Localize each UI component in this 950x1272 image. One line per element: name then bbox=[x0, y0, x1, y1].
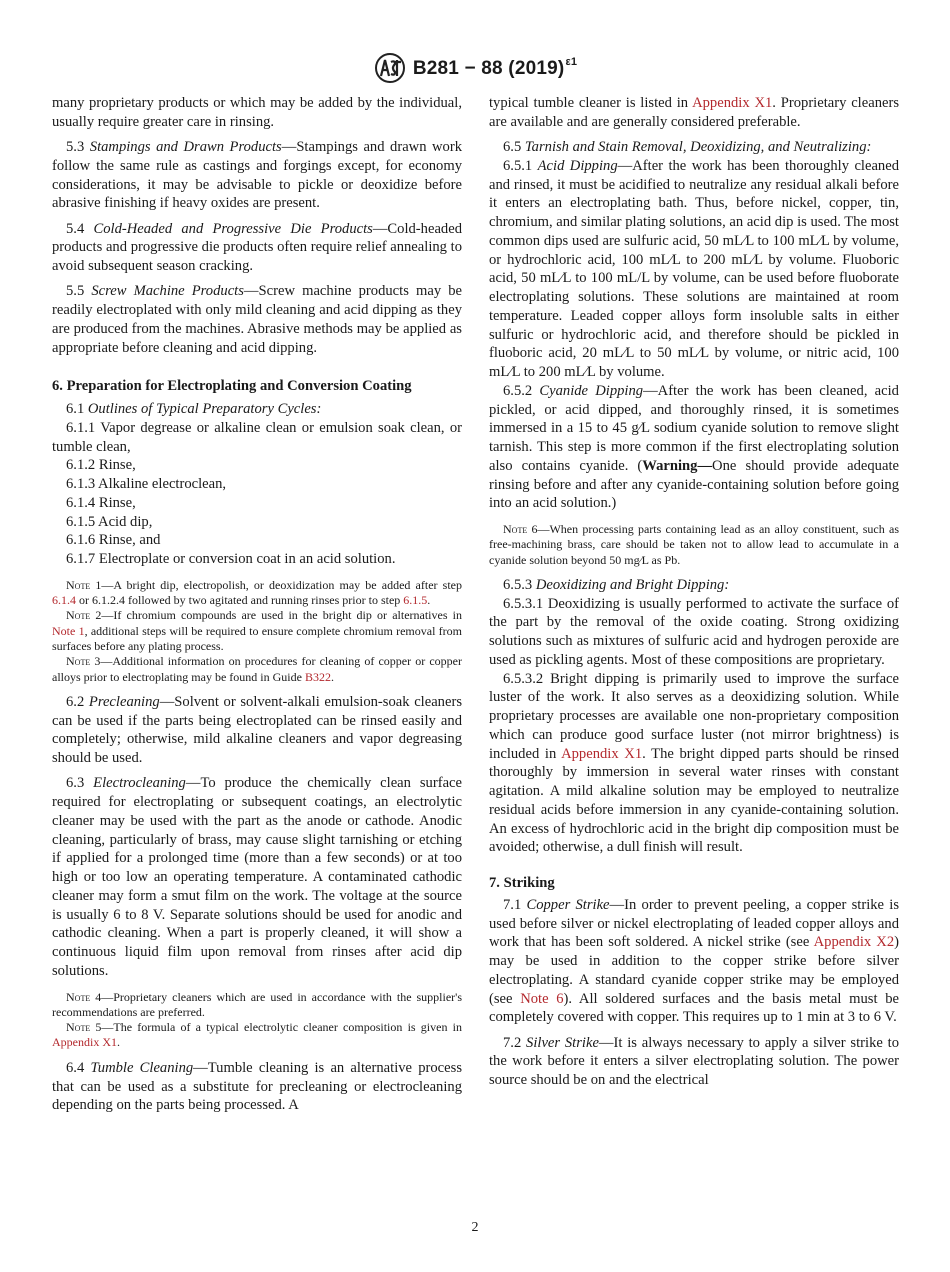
note-label: Note bbox=[66, 1020, 91, 1035]
note-paragraph bbox=[52, 654, 462, 685]
note-paragraph bbox=[52, 578, 462, 609]
text-run: 6. Preparation for Electroplating and Conversion Coating bbox=[52, 378, 412, 395]
note-paragraph bbox=[52, 693, 462, 768]
text-run: 2—If chromium compounds are used in the bright dip or alternatives in bbox=[90, 608, 462, 623]
paragraph bbox=[52, 456, 462, 475]
note-paragraph bbox=[52, 1059, 462, 1115]
text-run: 6.1 bbox=[66, 401, 88, 417]
text-run: . bbox=[117, 1035, 120, 1050]
text-run: 6.1.7 Electroplate or conversion coat in an acid solution. bbox=[66, 551, 396, 567]
text-run: , additional steps will be required to ensure complete chromium removal from surfaces before any plating process. bbox=[52, 623, 463, 653]
text-run: —Stampings and drawn work follow the same rule as castings and forgings except, for economy considerations, it may be advisable to pickle or deoxidize before abrasive finishing if heavy oxides are present. bbox=[52, 139, 463, 212]
text-run: —Screw machine products may be readily electroplated with only mild cleaning and acid dipping as they are produced from the machines. Abrasive methods may be applied as appropriate before cleaning and acid dipping. bbox=[52, 283, 463, 356]
text-run: —Solvent or solvent-alkali emulsion-soak cleaners can be used if the parts being electroplated can be rinsed easily and completely; otherwise, mild alkaline cleaners and vapor degreasing should be used. bbox=[52, 693, 463, 767]
text-run: ) may be used in addition to the copper strike before silver electroplating. A standard cyanide copper strike may be employed (see bbox=[489, 934, 899, 1007]
text-run: 6.1.4 Rinse, bbox=[66, 494, 136, 511]
cross-reference-link[interactable]: Note 6 bbox=[520, 990, 564, 1007]
paragraph bbox=[52, 419, 462, 457]
text-run: many proprietary products or which may be added by the individual, usually require greater care in rinsing. bbox=[52, 95, 462, 130]
section-heading bbox=[489, 874, 899, 893]
left-column bbox=[52, 94, 462, 1115]
text-run: Cold-Headed and Progressive Die Products bbox=[93, 220, 373, 237]
cross-reference-link[interactable]: Note 1 bbox=[52, 623, 85, 638]
text-run: 6.1.2 Rinse, bbox=[66, 457, 136, 474]
text-run: 6—When processing parts containing lead as an alloy constituent, such as free-machining brass, care should be taken not to allow lead to accumulate in a cyanide solution beyond 50 mg⁄L as Pb. bbox=[489, 522, 899, 567]
text-run: Precleaning bbox=[88, 693, 160, 710]
note-label: Note bbox=[503, 522, 528, 536]
text-run: —Cold-headed products and progressive die products often require relief annealing to avoid subsequent season cracking. bbox=[52, 220, 462, 274]
paragraph bbox=[52, 220, 462, 276]
text-run: . bbox=[330, 669, 334, 684]
page-header bbox=[0, 52, 950, 86]
text-run: 4—Proprietary cleaners which are used in accordance with the supplier's recommendations are preferred. bbox=[52, 989, 462, 1019]
text-run: Copper Strike bbox=[526, 896, 610, 913]
cross-reference-link[interactable]: 6.1.4 bbox=[52, 593, 76, 608]
cross-reference-link[interactable]: B322 bbox=[304, 669, 331, 684]
designation-superscript: ε1 bbox=[565, 56, 578, 68]
astm-logo-icon bbox=[373, 52, 407, 84]
cross-reference-link[interactable]: Appendix X1 bbox=[692, 95, 773, 111]
text-run: 6.5.1 bbox=[503, 157, 538, 174]
paragraph bbox=[489, 1034, 899, 1090]
paragraph bbox=[52, 475, 462, 494]
text-run: 6.1.6 Rinse, and bbox=[66, 532, 161, 549]
text-run: Tumble Cleaning bbox=[90, 1059, 194, 1076]
text-run: Cyanide Dipping bbox=[539, 382, 644, 399]
text-run: 6.4 bbox=[66, 1059, 91, 1076]
section-heading bbox=[52, 377, 462, 396]
paragraph bbox=[489, 138, 899, 157]
text-run: 6.2 bbox=[66, 693, 89, 710]
note-label: Note bbox=[66, 989, 91, 1004]
text-run: —To produce the chemically clean surface required for electroplating or subsequent coatings, an electrolytic cleaner may be used with the part as the anode or cathode. Anodic cleaning, particularly of brass, may cause slight tarnishing or etching if applied for a prolonged time (more than a few seconds) or at too high or too low an operating temperature. A contaminated cathodic cleaner may form a smut film on the work. The voltage at the source is usually 6 to 8 V. Separate solutions should be used for anodic and cathodic cleaning. When a part is properly cleaned, it will show a continuous liquid film upon removal from rinses after acid dip solutions. bbox=[52, 775, 463, 979]
text-run: . The bright dipped parts should be rinsed thoroughly by immersion in several water rinses with constant agitation. A mild alkaline solution may be employed to neutralize residual acids before immersion in any cyanide-containing solution. An excess of hydrochloric acid in the bright dip composition must be avoided; otherwise, a dull finish will result. bbox=[489, 745, 900, 856]
text-run: 6.5.3.1 Deoxidizing is usually performed to activate the surface of the part by the removal of the oxide coating. Strong oxidizing solutions such as mixtures of sulfuric acid and hydrogen peroxide are used as pickling agents. Most of these compositions are proprietary. bbox=[489, 595, 899, 668]
text-run: 6.5.3 bbox=[503, 576, 536, 593]
text-run: 5—The formula of a typical electrolytic cleaner composition is given in bbox=[90, 1020, 462, 1035]
paragraph bbox=[489, 94, 899, 132]
note-label: Note bbox=[66, 654, 91, 669]
text-run: . bbox=[427, 593, 431, 608]
text-run: 5.3 bbox=[66, 139, 90, 155]
document-designation bbox=[413, 56, 577, 80]
text-run: Electrocleaning bbox=[93, 775, 186, 792]
text-run: —It is always necessary to apply a silver strike to the work before it enters a silver electroplating solution. The power source should be on and the electrical bbox=[489, 1034, 899, 1089]
cross-reference-link[interactable]: Appendix X1 bbox=[561, 745, 643, 762]
note-paragraph bbox=[52, 1020, 462, 1051]
note-paragraph bbox=[52, 608, 462, 654]
text-run: 6.5.2 bbox=[503, 382, 540, 399]
note-label: Note bbox=[66, 577, 91, 592]
paragraph bbox=[52, 531, 462, 550]
right-column bbox=[489, 94, 899, 1090]
text-run: Outlines of Typical Preparatory Cycles: bbox=[87, 401, 322, 417]
text-run: —Tumble cleaning is an alternative process that can be used as a substitute for precleaning or electrocleaning depending on the parts being processed. A bbox=[52, 1059, 462, 1114]
text-run: Screw Machine Products bbox=[91, 283, 244, 300]
text-run: Deoxidizing and Bright Dipping: bbox=[535, 576, 730, 593]
text-run: Silver Strike bbox=[526, 1034, 599, 1051]
designation-text: B281 − 88 (2019) bbox=[412, 58, 565, 79]
note-paragraph bbox=[489, 576, 899, 595]
paragraph bbox=[52, 138, 462, 213]
text-run: 5.5 bbox=[66, 283, 92, 300]
paragraph bbox=[489, 595, 899, 670]
text-run: 3—Additional information on procedures for cleaning of copper or copper alloys prior to electroplating may be found in Guide bbox=[52, 654, 462, 684]
paragraph bbox=[52, 550, 462, 569]
text-run: 1—A bright dip, electropolish, or deoxidization may be added after step bbox=[90, 577, 462, 592]
text-run: 7.1 bbox=[503, 896, 527, 913]
paragraph bbox=[52, 513, 462, 532]
note-paragraph bbox=[52, 990, 462, 1021]
text-run: Stampings and Drawn Products bbox=[89, 139, 282, 155]
paragraph bbox=[52, 400, 462, 419]
text-run: 7. Striking bbox=[489, 875, 555, 892]
text-run: 7.2 bbox=[503, 1034, 527, 1051]
text-run: —In order to prevent peeling, a copper strike is used before silver or nickel electroplating of leaded copper alloys and work that has been soft soldered. A nickel strike (see bbox=[489, 896, 899, 951]
paragraph bbox=[489, 896, 899, 1027]
text-run: 5.4 bbox=[66, 220, 94, 237]
text-run: or 6.1.2.4 followed by two agitated and running rinses prior to step bbox=[76, 593, 404, 608]
text-run: 6.1.3 Alkaline electroclean, bbox=[66, 476, 227, 492]
text-run: . Proprietary cleaners are available and are generally considered preferable. bbox=[489, 95, 900, 130]
text-run: 6.3 bbox=[66, 775, 94, 792]
paragraph bbox=[52, 494, 462, 513]
text-run: 6.1.5 Acid dip, bbox=[66, 513, 153, 530]
cross-reference-link[interactable]: 6.1.5 bbox=[403, 593, 428, 608]
text-run: —After the work has been cleaned, acid pickled, or acid dipped, and thoroughly rinsed, it is sometimes immersed in a 15 to 45 g⁄L sodium cyanide solution to remove slight tarnish. This step is more common if the first electroplating solution also contains cyanide. ( bbox=[489, 382, 899, 474]
paragraph bbox=[489, 382, 899, 513]
cross-reference-link[interactable]: Appendix X1 bbox=[52, 1035, 117, 1050]
paragraph bbox=[52, 774, 462, 980]
text-run: Tarnish and Stain Removal, Deoxidizing, and Neutralizing: bbox=[524, 139, 872, 155]
text-run: 6.1.1 Vapor degrease or alkaline clean or emulsion soak clean, or tumble clean, bbox=[52, 419, 462, 455]
text-run: 6.5 bbox=[503, 139, 525, 155]
text-run: One should provide adequate rinsing before and after any cyanide-containing solution before going into an acid solution.) bbox=[489, 457, 899, 512]
text-run: Acid Dipping bbox=[537, 157, 618, 174]
cross-reference-link[interactable]: Appendix X2 bbox=[813, 934, 895, 951]
text-run: ). All soldered surfaces and the basis metal must be completely covered with copper. This requires up to 1 min at 3 to 6 V. bbox=[489, 990, 899, 1026]
paragraph bbox=[489, 157, 899, 382]
paragraph bbox=[52, 282, 462, 357]
page-number: 2 bbox=[471, 1220, 479, 1235]
text-run: typical tumble cleaner is listed in bbox=[489, 95, 693, 111]
text-run: Warning— bbox=[642, 457, 713, 474]
text-run: —After the work has been thoroughly cleaned and rinsed, it must be acidified to neutralize any residual alkali before it enters an electroplating bath. Thus, before nickel, copper, tin, chromium, and similar plating solutions, an acid dip is used. The most common dips used are sulfuric acid, 50 mL⁄L to 100 mL⁄L by volume, or hydrochloric acid, 100 mL⁄L to 200 mL⁄L by volume. Fluoboric acid, 50 mL⁄L to 100 mL/L by volume, can be used before fluoborate electroplating solutions. These solutions are maintained at room temperature. Leaded copper alloys form insoluble salts in either sulfuric or hydrochloric acid, and therefore should be pickled in fluoboric acid, 20 mL⁄L to 50 mL⁄L by volume, or nitric acid, 100 mL⁄L to 200 mL⁄L by volume. bbox=[489, 157, 899, 380]
paragraph bbox=[489, 670, 899, 858]
text-run: 6.5.3.2 Bright dipping is primarily used to improve the surface luster of the work. It also serves as a deoxidizing solution. While proprietary processes are available one non-proprietary composition which can produce good surface luster (not mirror brightness) is included in bbox=[489, 670, 899, 762]
paragraph bbox=[52, 94, 462, 132]
note-paragraph bbox=[489, 522, 899, 568]
note-label: Note bbox=[66, 608, 91, 623]
